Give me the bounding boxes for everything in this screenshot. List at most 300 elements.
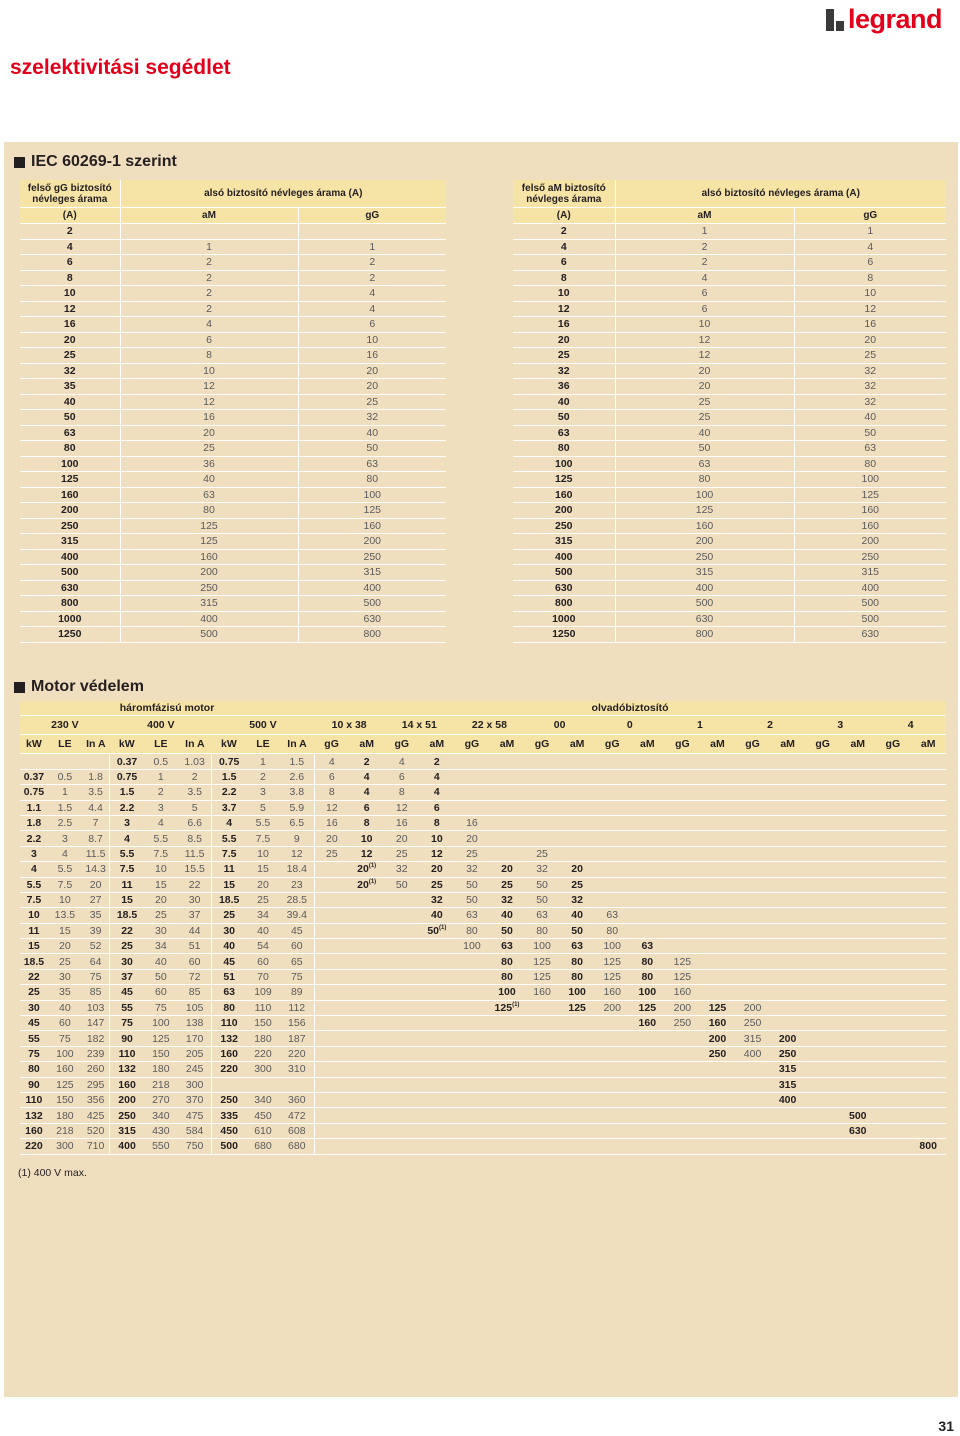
table-cell [314, 1000, 349, 1015]
upper-fuse-rating: 160 [513, 487, 615, 503]
lower-am-rating: 2 [120, 301, 298, 317]
table-cell [595, 754, 630, 769]
table-cell [630, 754, 665, 769]
table-cell: 100 [595, 939, 630, 954]
table-cell: 11.5 [178, 846, 212, 861]
table-cell [489, 769, 524, 784]
table-cell: 6 [349, 800, 384, 815]
table-cell [770, 1000, 805, 1015]
table-cell [384, 1062, 419, 1077]
table-cell [349, 1123, 384, 1138]
lower-gg-rating: 160 [794, 503, 946, 519]
lower-gg-rating: 10 [794, 286, 946, 302]
table-cell: 3 [144, 800, 178, 815]
table-cell: 125 [560, 1000, 595, 1015]
table-cell [805, 985, 840, 1000]
table-row [20, 892, 946, 907]
table-cell [419, 1062, 454, 1077]
table-cell [525, 800, 560, 815]
lower-am-rating: 250 [615, 549, 794, 565]
table-cell: 4 [419, 785, 454, 800]
table-cell: 110 [246, 1000, 280, 1015]
table-cell [630, 923, 665, 938]
table-cell [349, 1139, 384, 1154]
table-cell [246, 1077, 280, 1092]
table-cell [384, 939, 419, 954]
lower-gg-rating: 2 [298, 270, 446, 286]
table-cell [630, 1046, 665, 1061]
table-cell [314, 892, 349, 907]
lower-gg-rating: 2 [298, 255, 446, 271]
table-cell [840, 1031, 875, 1046]
table-cell [630, 862, 665, 877]
table-cell [419, 1077, 454, 1092]
table-row [20, 908, 946, 923]
table-cell [454, 1016, 489, 1031]
header-am: aM [120, 208, 298, 224]
table-cell: 11 [20, 923, 48, 938]
upper-fuse-rating: 2 [20, 224, 120, 240]
table-cell [805, 800, 840, 815]
lower-am-rating: 200 [120, 565, 298, 581]
table-cell [314, 1016, 349, 1031]
table-cell [630, 846, 665, 861]
upper-fuse-rating: 630 [513, 580, 615, 596]
fuse-size-header: 2 [735, 716, 805, 735]
table-cell [700, 908, 735, 923]
table-cell: 160 [20, 1123, 48, 1138]
motor-subcolumn-header: kW [20, 735, 48, 754]
table-cell [349, 1062, 384, 1077]
table-cell [735, 939, 770, 954]
table-row [20, 954, 946, 969]
table-cell: 8 [314, 785, 349, 800]
table-cell: 8.5 [178, 831, 212, 846]
table-cell [735, 892, 770, 907]
table-cell [910, 923, 946, 938]
table-cell: 85 [82, 985, 110, 1000]
table-cell [454, 800, 489, 815]
table-cell [910, 846, 946, 861]
table-row [20, 1139, 946, 1154]
table-cell: 3 [246, 785, 280, 800]
table-cell [735, 1108, 770, 1123]
table-cell: 20 [48, 939, 82, 954]
table-cell [454, 1123, 489, 1138]
table-cell [735, 785, 770, 800]
table-cell [805, 1092, 840, 1107]
table-row [20, 877, 946, 892]
table-cell: 10 [246, 846, 280, 861]
table-cell: 30 [212, 923, 246, 938]
table-cell: 63 [630, 939, 665, 954]
table-cell: 1.5 [48, 800, 82, 815]
table-cell: 5.5 [48, 862, 82, 877]
table-cell [314, 1139, 349, 1154]
table-cell [560, 1077, 595, 1092]
table-cell: 245 [178, 1062, 212, 1077]
table-cell: 80 [489, 969, 524, 984]
table-cell: 75 [82, 969, 110, 984]
table-cell [665, 769, 700, 784]
table-cell [419, 1000, 454, 1015]
lower-am-rating: 63 [120, 487, 298, 503]
table-cell: 80 [630, 969, 665, 984]
page-title: szelektivitási segédlet [10, 56, 231, 79]
fuse-type-header: aM [630, 735, 665, 754]
fuse-size-header: 3 [805, 716, 875, 735]
lower-gg-rating: 250 [794, 549, 946, 565]
table-cell [910, 800, 946, 815]
table-cell: 6 [384, 769, 419, 784]
upper-fuse-rating: 100 [513, 456, 615, 472]
table-cell [665, 846, 700, 861]
table-cell [314, 985, 349, 1000]
table-row [513, 627, 946, 643]
table-cell: 125$^{(1)}$ [489, 1000, 524, 1015]
header-row-groups [20, 701, 946, 716]
upper-fuse-rating: 63 [20, 425, 120, 441]
table-cell: 7.5 [246, 831, 280, 846]
upper-fuse-rating: 4 [20, 239, 120, 255]
table-cell [735, 1139, 770, 1154]
table-cell [910, 969, 946, 984]
table-cell: 7.5 [212, 846, 246, 861]
table-cell [314, 877, 349, 892]
table-cell: 4 [144, 815, 178, 830]
table-cell [525, 1016, 560, 1031]
fuse-type-header: gG [665, 735, 700, 754]
table-cell: 50 [525, 892, 560, 907]
table-cell: 22 [110, 923, 144, 938]
table-cell: 180 [246, 1031, 280, 1046]
table-cell [840, 1000, 875, 1015]
table-cell: 3 [20, 846, 48, 861]
table-cell: 550 [144, 1139, 178, 1154]
table-cell: 7.5 [20, 892, 48, 907]
table-cell [770, 969, 805, 984]
fuse-size-header: 00 [525, 716, 595, 735]
table-cell: 5.5 [212, 831, 246, 846]
table-cell [384, 1000, 419, 1015]
table-cell: 23 [280, 877, 314, 892]
fuse-type-header: aM [489, 735, 524, 754]
lower-gg-rating: 16 [298, 348, 446, 364]
table-cell [910, 1000, 946, 1015]
table-cell [770, 1139, 805, 1154]
header-upper-fuse: felső gG biztosító névleges árama [20, 180, 120, 208]
table-cell [419, 1108, 454, 1123]
lower-gg-rating: 4 [298, 286, 446, 302]
lower-gg-rating: 20 [298, 363, 446, 379]
table-cell [735, 831, 770, 846]
table-cell [560, 815, 595, 830]
table-cell: 25 [110, 939, 144, 954]
table-cell: 100 [144, 1016, 178, 1031]
table-cell: 160 [665, 985, 700, 1000]
table-cell: 110 [212, 1016, 246, 1031]
table-cell [349, 1046, 384, 1061]
table-cell: 20$^{(1)}$ [349, 877, 384, 892]
table-cell: 300 [246, 1062, 280, 1077]
table-cell [595, 1123, 630, 1138]
lower-am-rating: 1 [615, 224, 794, 240]
table-cell [314, 1108, 349, 1123]
table-cell: 125 [595, 954, 630, 969]
table-cell [805, 815, 840, 830]
table-cell: 750 [178, 1139, 212, 1154]
table-cell [454, 1092, 489, 1107]
table-cell: 89 [280, 985, 314, 1000]
table-row [513, 565, 946, 581]
fuse-type-header: gG [384, 735, 419, 754]
lower-am-rating: 400 [615, 580, 794, 596]
table-cell [665, 754, 700, 769]
table-row [20, 534, 446, 550]
table-cell [665, 923, 700, 938]
table-cell: 7.5 [48, 877, 82, 892]
table-cell: 64 [82, 954, 110, 969]
table-cell: 32 [454, 862, 489, 877]
table-cell: 50 [560, 923, 595, 938]
table-cell: 20 [419, 862, 454, 877]
table-row [20, 939, 946, 954]
voltage-header: 400 V [110, 716, 212, 735]
table-row [513, 301, 946, 317]
table-cell [910, 754, 946, 769]
table-cell: 80 [454, 923, 489, 938]
table-cell: 85 [178, 985, 212, 1000]
upper-fuse-rating: 315 [20, 534, 120, 550]
table-cell [665, 1031, 700, 1046]
table-cell [560, 831, 595, 846]
table-row [20, 1000, 946, 1015]
table-cell [560, 1031, 595, 1046]
upper-fuse-rating: 400 [513, 549, 615, 565]
table-cell [595, 892, 630, 907]
table-cell: 150 [144, 1046, 178, 1061]
table-cell: 25 [212, 908, 246, 923]
table-cell [489, 1092, 524, 1107]
table-cell [489, 1016, 524, 1031]
table-cell [910, 815, 946, 830]
upper-fuse-rating: 80 [513, 441, 615, 457]
table-cell: 25 [314, 846, 349, 861]
table-cell [735, 1123, 770, 1138]
table-cell [384, 969, 419, 984]
section-motor-heading [14, 678, 144, 696]
lower-gg-rating: 50 [298, 441, 446, 457]
table-cell [48, 754, 82, 769]
table-cell: 160 [630, 1016, 665, 1031]
table-cell [665, 939, 700, 954]
fuse-type-header: aM [349, 735, 384, 754]
table-cell [349, 985, 384, 1000]
table-cell [665, 1062, 700, 1077]
table-cell [595, 1062, 630, 1077]
table-row [513, 456, 946, 472]
table-cell [595, 1139, 630, 1154]
table-cell [910, 769, 946, 784]
table-cell: 13.5 [48, 908, 82, 923]
lower-am-rating: 2 [120, 286, 298, 302]
table-cell [665, 908, 700, 923]
table-cell [419, 969, 454, 984]
table-cell [630, 831, 665, 846]
table-cell [489, 1108, 524, 1123]
table-cell [314, 1123, 349, 1138]
lower-am-rating: 25 [615, 410, 794, 426]
table-cell [875, 785, 910, 800]
table-cell [384, 1031, 419, 1046]
table-cell: 2 [178, 769, 212, 784]
motor-subcolumn-header: LE [246, 735, 280, 754]
table-row [20, 862, 946, 877]
table-cell [419, 1092, 454, 1107]
table-cell [419, 1016, 454, 1031]
upper-fuse-rating: 35 [20, 379, 120, 395]
lower-gg-rating: 1 [794, 224, 946, 240]
lower-am-rating: 20 [615, 379, 794, 395]
table-cell: 270 [144, 1092, 178, 1107]
lower-am-rating: 2 [120, 270, 298, 286]
table-cell [349, 1077, 384, 1092]
lower-gg-rating: 20 [298, 379, 446, 395]
table-cell: 75 [280, 969, 314, 984]
table-cell: 3 [48, 831, 82, 846]
table-cell: 680 [280, 1139, 314, 1154]
table-cell [489, 754, 524, 769]
table-cell: 10 [48, 892, 82, 907]
fuse-size-header: 22 x 58 [454, 716, 524, 735]
table-cell [910, 908, 946, 923]
table-cell [910, 1108, 946, 1123]
table-cell [525, 1077, 560, 1092]
table-cell: 54 [246, 939, 280, 954]
table-cell: 51 [178, 939, 212, 954]
lower-am-rating: 630 [615, 611, 794, 627]
table-row [513, 332, 946, 348]
upper-fuse-rating: 8 [513, 270, 615, 286]
table-cell [630, 1092, 665, 1107]
table-row [513, 239, 946, 255]
table-cell: 1.1 [20, 800, 48, 815]
table-cell: 4 [20, 862, 48, 877]
lower-gg-rating: 4 [794, 239, 946, 255]
table-cell [805, 969, 840, 984]
lower-am-rating: 36 [120, 456, 298, 472]
table-cell: 182 [82, 1031, 110, 1046]
table-cell: 15.5 [178, 862, 212, 877]
table-cell [875, 862, 910, 877]
table-row [20, 611, 446, 627]
table-cell [735, 769, 770, 784]
upper-fuse-rating: 16 [20, 317, 120, 333]
legrand-logo-mark-icon [826, 9, 844, 31]
table-cell: 4 [419, 769, 454, 784]
table-cell [875, 754, 910, 769]
table-cell [280, 1077, 314, 1092]
table-cell [700, 969, 735, 984]
fuse-size-header: 10 x 38 [314, 716, 384, 735]
table-cell: 90 [110, 1031, 144, 1046]
table-cell [489, 1123, 524, 1138]
lower-am-rating: 2 [615, 239, 794, 255]
table-cell: 7 [82, 815, 110, 830]
table-cell [454, 769, 489, 784]
table-row [20, 270, 446, 286]
lower-gg-rating: 500 [794, 596, 946, 612]
table-cell: 125 [144, 1031, 178, 1046]
table-cell: 40 [489, 908, 524, 923]
table-cell: 25 [144, 908, 178, 923]
table-cell [875, 954, 910, 969]
table-cell: 34 [144, 939, 178, 954]
table-row [20, 1046, 946, 1061]
table-cell: 250 [770, 1046, 805, 1061]
table-cell [314, 1046, 349, 1061]
table-cell: 15 [144, 877, 178, 892]
lower-gg-rating: 500 [298, 596, 446, 612]
table-cell: 40 [144, 954, 178, 969]
table-cell: 12 [419, 846, 454, 861]
table-cell [525, 1139, 560, 1154]
lower-gg-rating: 1 [298, 239, 446, 255]
table-cell [595, 769, 630, 784]
table-cell: 160 [595, 985, 630, 1000]
table-cell [82, 754, 110, 769]
table-row [20, 815, 946, 830]
upper-fuse-rating: 200 [20, 503, 120, 519]
table-cell: 472 [280, 1108, 314, 1123]
table-cell: 40 [48, 1000, 82, 1015]
lower-am-rating: 500 [615, 596, 794, 612]
table-row [513, 441, 946, 457]
table-cell: 3.5 [82, 785, 110, 800]
lower-gg-rating: 400 [794, 580, 946, 596]
table-cell [314, 1092, 349, 1107]
lower-gg-rating: 80 [298, 472, 446, 488]
table-cell [700, 985, 735, 1000]
table-cell [910, 1031, 946, 1046]
table-cell: 132 [20, 1108, 48, 1123]
table-cell [805, 754, 840, 769]
table-cell: 3.7 [212, 800, 246, 815]
table-cell [454, 985, 489, 1000]
section-iec-heading [14, 153, 177, 171]
table-cell: 15 [48, 923, 82, 938]
table-row [513, 255, 946, 271]
table-cell [212, 1077, 246, 1092]
table-cell [910, 785, 946, 800]
lower-gg-rating: 100 [794, 472, 946, 488]
table-cell: 50 [144, 969, 178, 984]
table-cell [700, 1123, 735, 1138]
upper-fuse-rating: 32 [513, 363, 615, 379]
table-cell [314, 954, 349, 969]
lower-am-rating: 4 [120, 317, 298, 333]
table-cell: 28.5 [280, 892, 314, 907]
lower-gg-rating: 50 [794, 425, 946, 441]
legrand-logo-text: legrand [847, 4, 942, 34]
table-cell [735, 954, 770, 969]
lower-am-rating [120, 224, 298, 240]
table-cell [595, 785, 630, 800]
table-cell [595, 1092, 630, 1107]
lower-am-rating: 125 [615, 503, 794, 519]
table-cell [700, 754, 735, 769]
header-lower-fuse: alsó biztosító névleges árama (A) [615, 180, 946, 208]
